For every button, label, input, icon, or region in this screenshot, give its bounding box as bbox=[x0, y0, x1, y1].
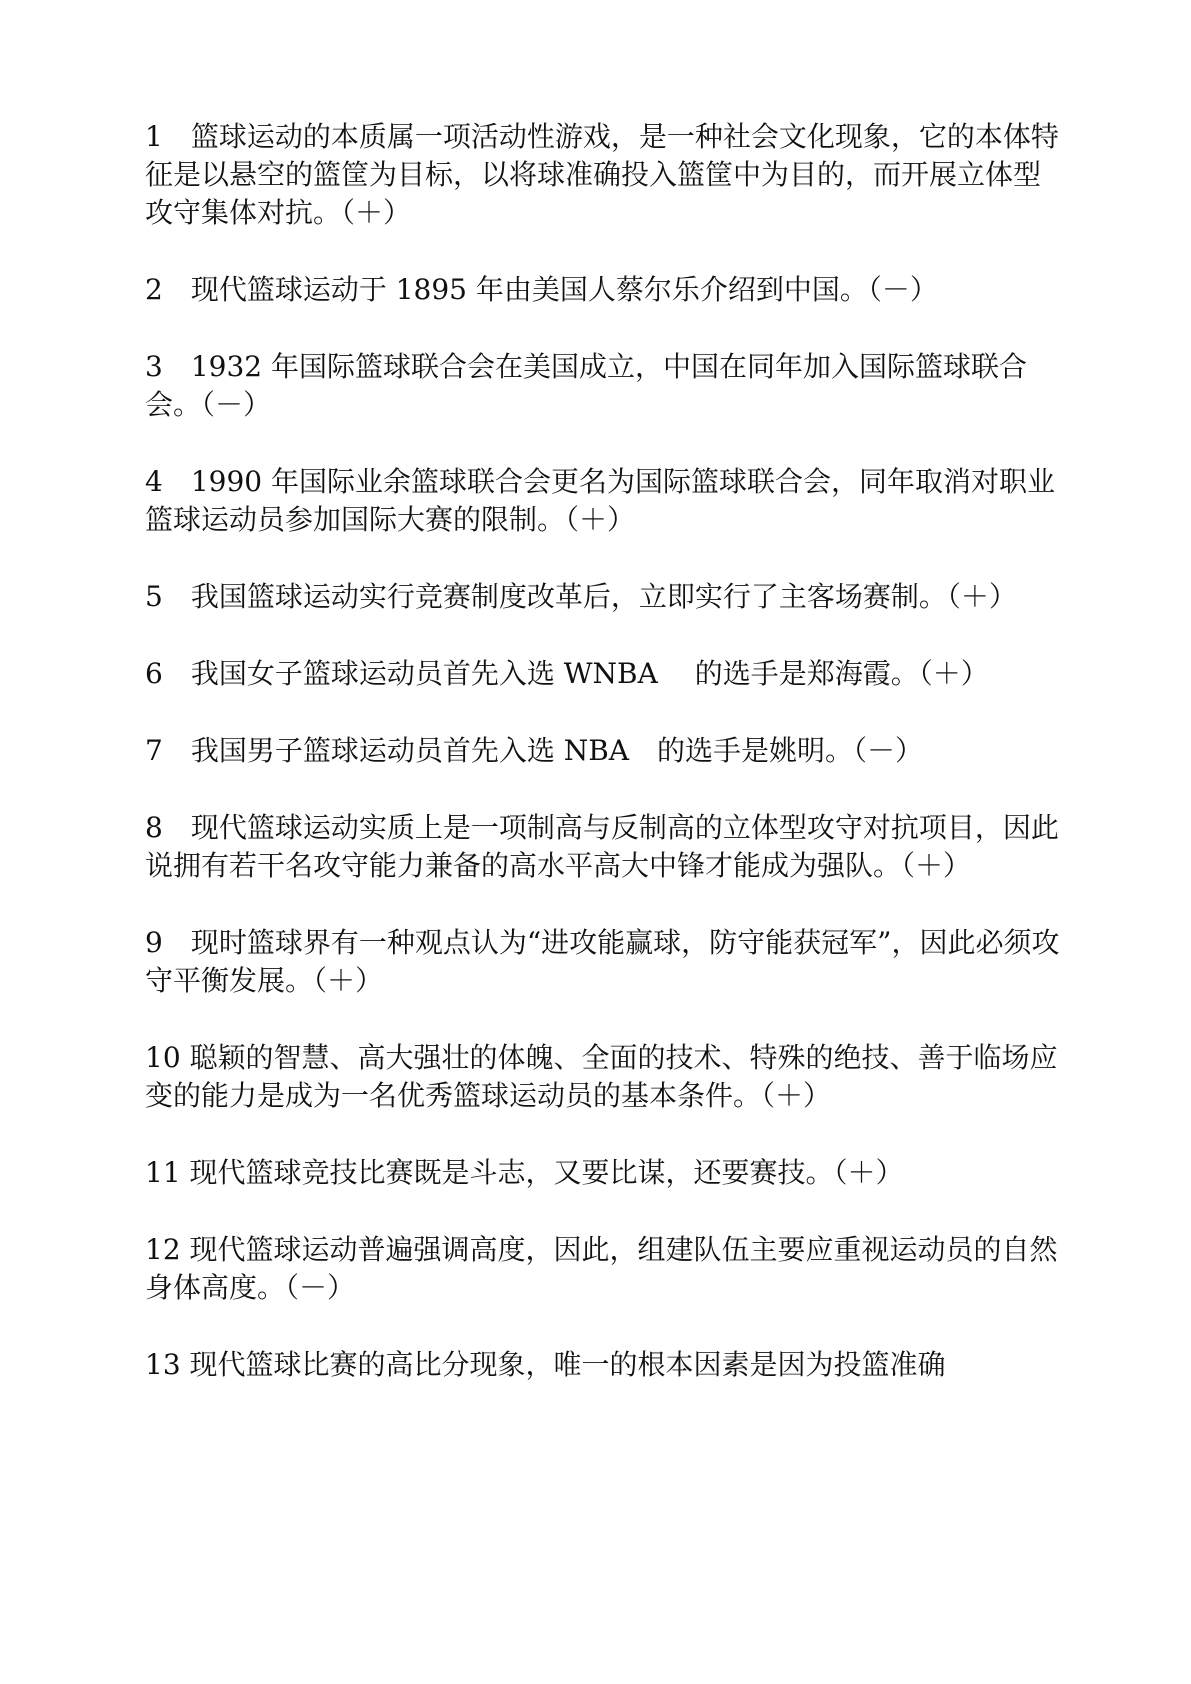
question-item-1: 1 篮球运动的本质属一项活动性游戏，是一种社会文化现象，它的本体特征是以悬空的篮筐为目标，以将球准确投入篮筐中为目的，而开展立体型攻守集体对抗。（＋） bbox=[145, 120, 1059, 229]
question-item-13: 13 现代篮球比赛的高比分现象，唯一的根本因素是因为投篮准确 bbox=[145, 1348, 946, 1381]
question-item-3: 3 1932 年国际篮球联合会在美国成立，中国在同年加入国际篮球联合会。（－） bbox=[145, 350, 1027, 421]
question-item-7: 7 我国男子篮球运动员首先入选 NBA 的选手是姚明。（－） bbox=[145, 734, 924, 767]
question-item-2: 2 现代篮球运动于 1895 年由美国人蔡尔乐介绍到中国。（－） bbox=[145, 273, 938, 306]
question-item-6: 6 我国女子篮球运动员首先入选 WNBA 的选手是郑海霞。（＋） bbox=[145, 657, 989, 690]
question-item-9: 9 现时篮球界有一种观点认为“进攻能赢球，防守能获冠军”，因此必须攻守平衡发展。（＋） bbox=[145, 926, 1060, 997]
document-body bbox=[145, 118, 1065, 1423]
question-item-4: 4 1990 年国际业余篮球联合会更名为国际篮球联合会，同年取消对职业篮球运动员参加国际大赛的限制。（＋） bbox=[145, 465, 1055, 536]
question-item-5: 5 我国篮球运动实行竞赛制度改革后，立即实行了主客场赛制。（＋） bbox=[145, 580, 1017, 613]
question-item-8: 8 现代篮球运动实质上是一项制高与反制高的立体型攻守对抗项目，因此说拥有若干名攻守能力兼备的高水平高大中锋才能成为强队。（＋） bbox=[145, 811, 1059, 882]
question-item-11: 11 现代篮球竞技比赛既是斗志，又要比谋，还要赛技。（＋） bbox=[145, 1156, 904, 1189]
question-item-10: 10 聪颖的智慧、高大强壮的体魄、全面的技术、特殊的绝技、善于临场应变的能力是成为一名优秀篮球运动员的基本条件。（＋） bbox=[145, 1041, 1058, 1112]
question-item-12: 12 现代篮球运动普遍强调高度，因此，组建队伍主要应重视运动员的自然身体高度。（－） bbox=[145, 1233, 1058, 1304]
